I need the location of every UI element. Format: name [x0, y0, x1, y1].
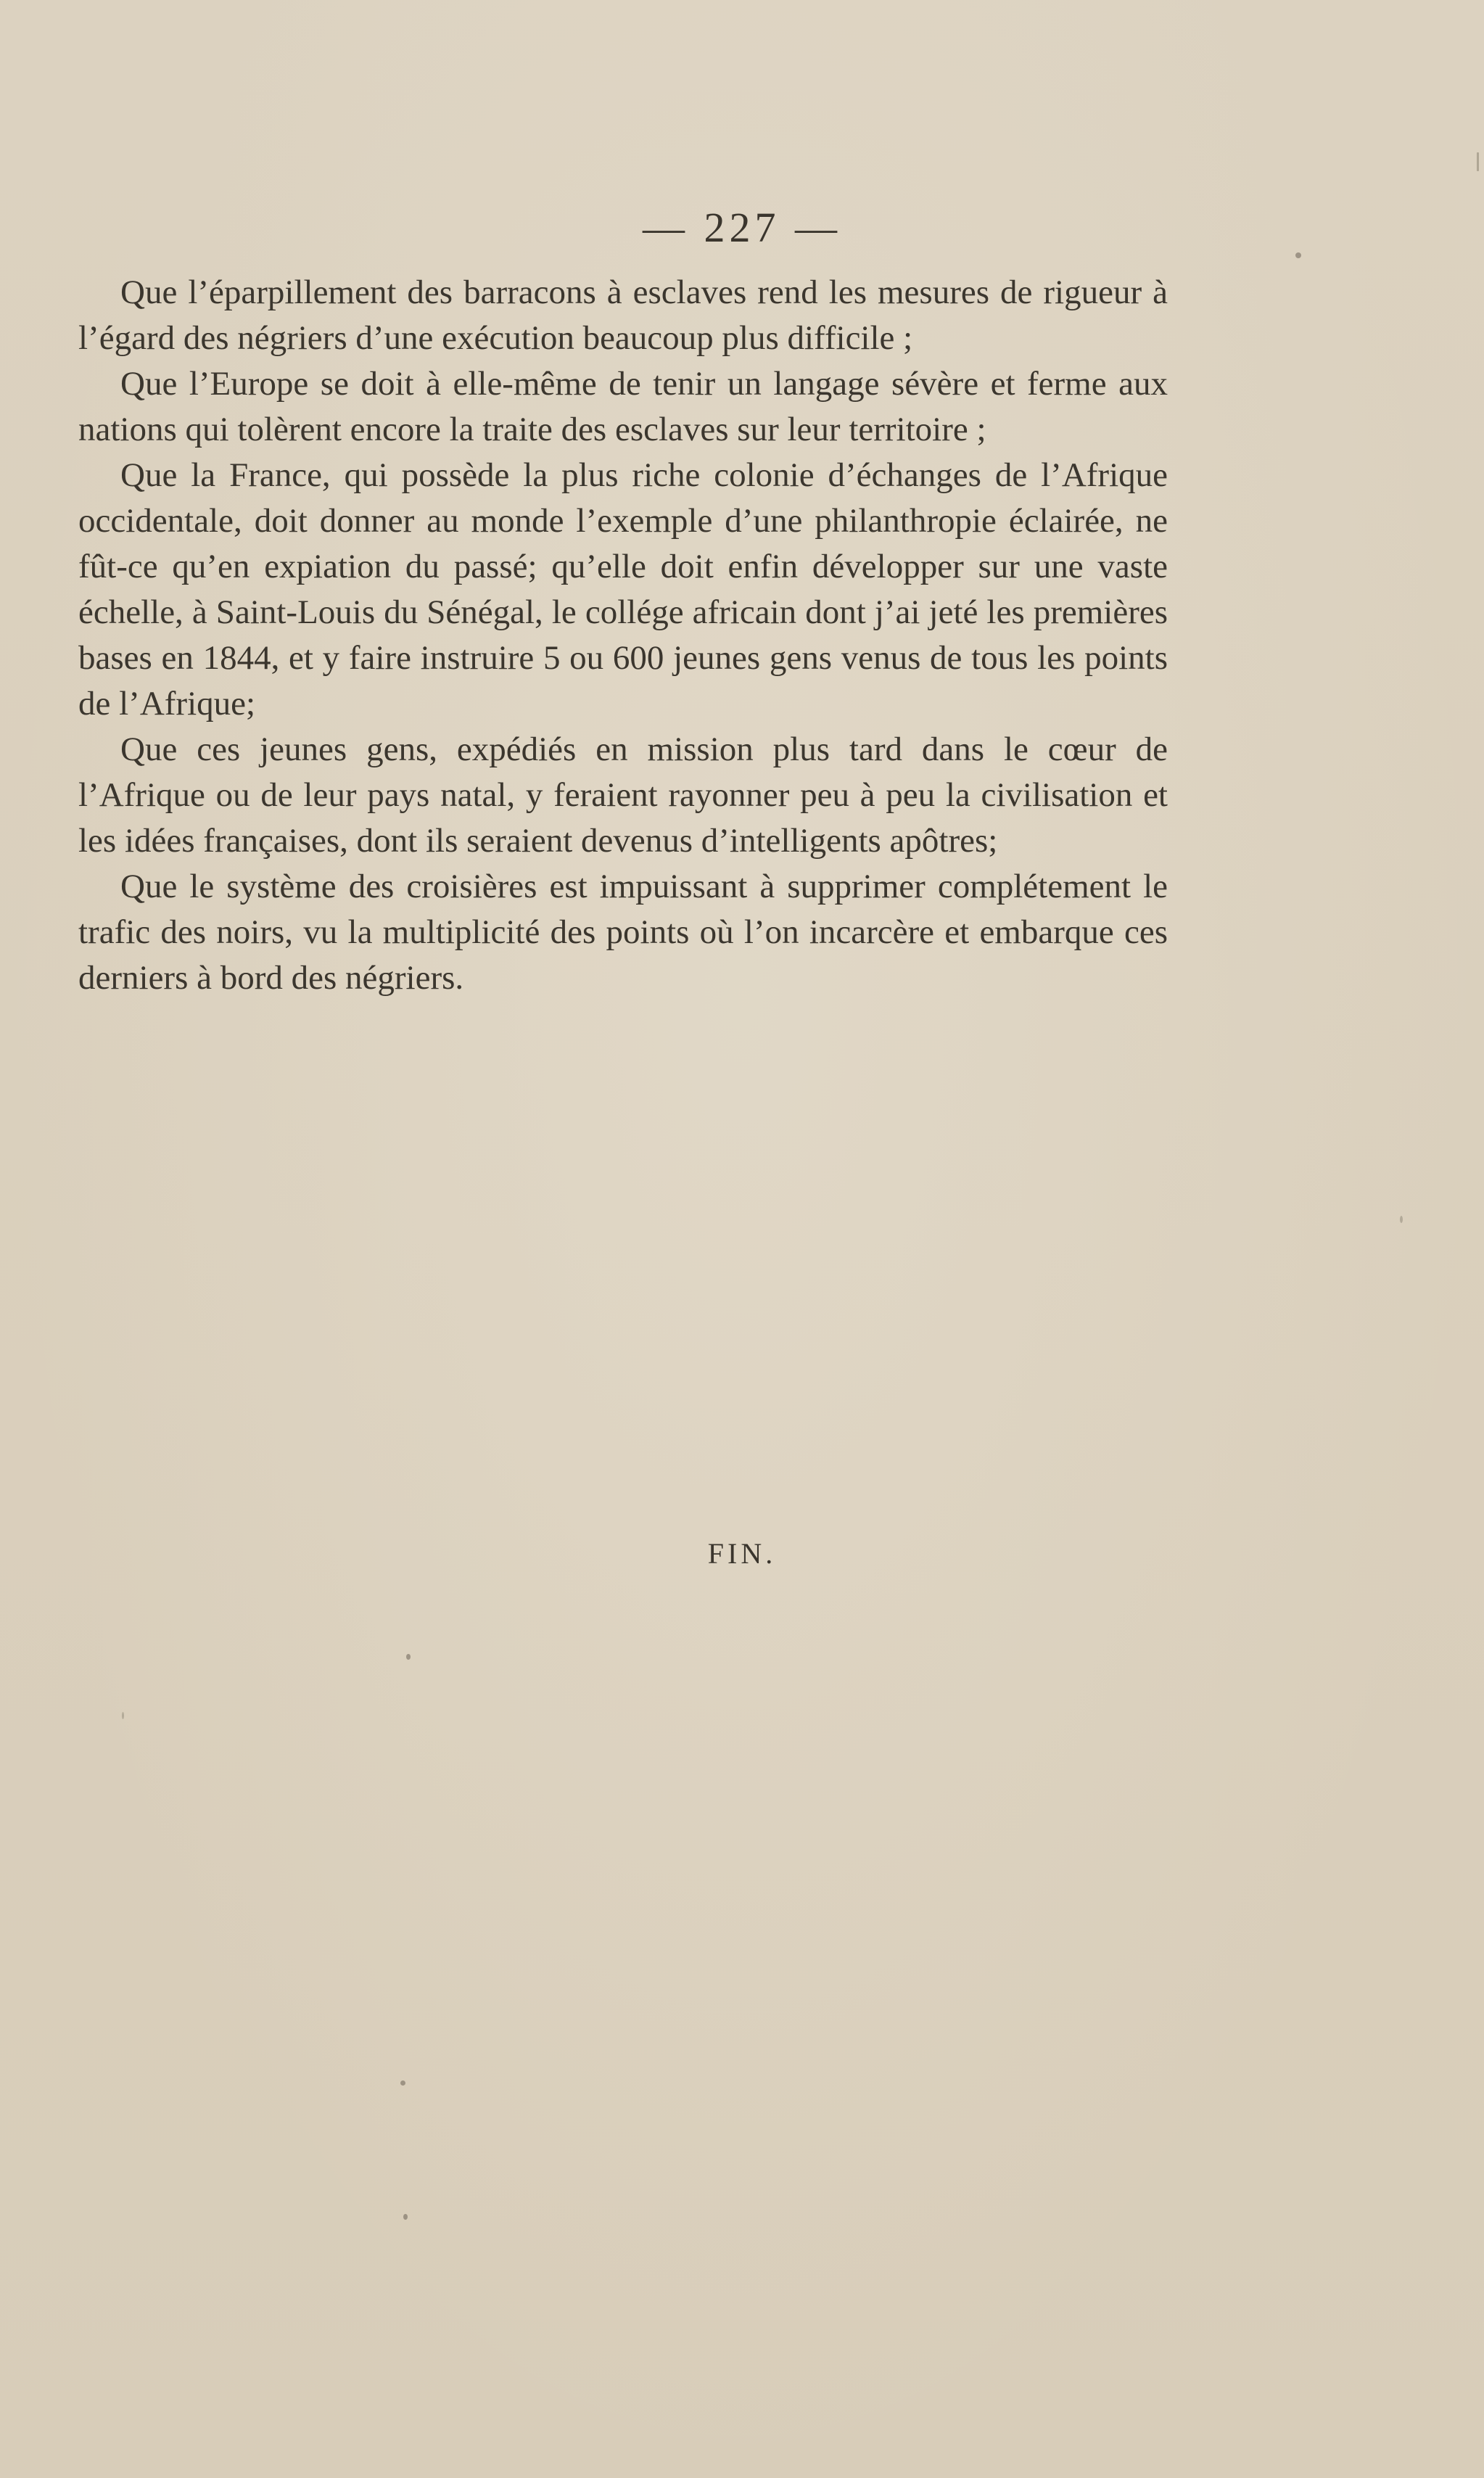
paper-speck — [1477, 152, 1479, 171]
body-text — [78, 270, 1168, 1001]
paper-speck — [403, 2214, 408, 2220]
paragraph-4: Que ces jeunes gens, expédiés en mission plus tard dans le cœur de l’Afrique ou de leur pays natal, y feraient rayonner peu à peu la civilisation et les idées françaises, dont ils seraient devenus d’intelligents apôtres; — [78, 730, 1168, 860]
paper-speck — [1295, 252, 1301, 258]
page-number: — 227 — — [643, 204, 841, 251]
paper-speck — [406, 1654, 411, 1660]
paper-speck — [1400, 1216, 1403, 1223]
paper-speck — [400, 2080, 405, 2086]
paragraph-3: Que la France, qui possède la plus riche colonie d’échanges de l’Afrique occidentale, doit donner au monde l’exemple d’une philanthropie éclairée, ne fût-ce qu’en expiation du passé; qu’elle doit enfin développer sur une vaste échelle, à Saint-Louis du Sénégal, le collége africain dont j’ai jeté les premières bases en 1844, et y faire instruire 5 ou 600 jeunes gens venus de tous les points de l’Afrique; — [78, 456, 1168, 723]
end-mark: FIN. — [707, 1537, 777, 1570]
paragraph-2: Que l’Europe se doit à elle-même de tenir un langage sévère et ferme aux nations qui tolèrent encore la traite des esclaves sur leur territoire ; — [78, 365, 1168, 448]
paragraph-1: Que l’éparpillement des barracons à esclaves rend les mesures de rigueur à l’égard des négriers d’une exécution beaucoup plus difficile ; — [78, 273, 1168, 357]
paragraph-5: Que le système des croisières est impuissant à supprimer complétement le trafic des noirs, vu la multiplicité des points où l’on incarcère et embarque ces derniers à bord des négriers. — [78, 868, 1168, 997]
paper-speck — [122, 1712, 124, 1719]
